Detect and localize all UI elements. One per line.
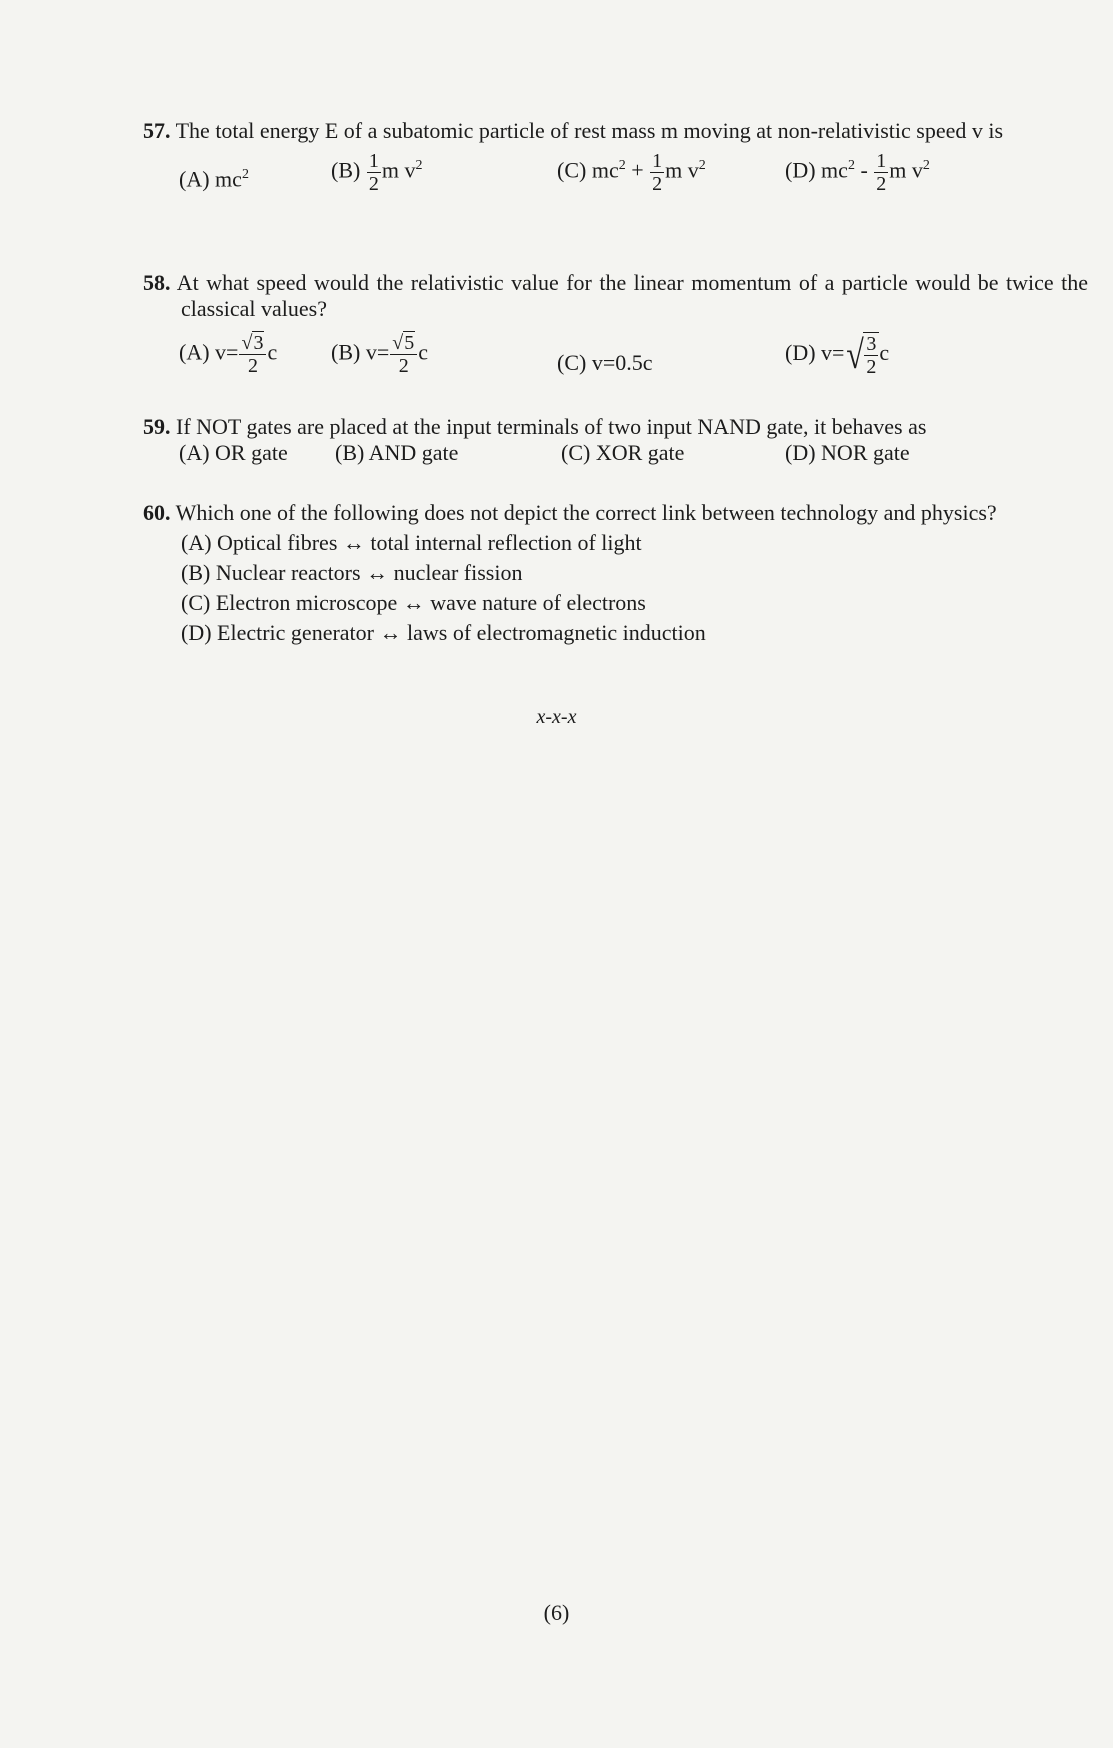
square-root: √ $\frac{3}{2}$	[844, 332, 879, 378]
question-57-stem	[143, 118, 1088, 144]
option-b: (B) Nuclear reactors ↔ nuclear fission	[181, 560, 523, 585]
option-c: (C) XOR gate	[561, 440, 685, 465]
option-d: (D) NOR gate	[785, 440, 910, 465]
question-58-options	[143, 322, 1088, 392]
fraction: $\frac{1}{2}$	[652, 150, 663, 195]
option-c: (C) $mc^2$ + $\frac{1}{2}$ m $v^2$	[557, 150, 706, 195]
question-number: 60.	[143, 500, 171, 525]
question-text: If NOT gates are placed at the input terminals of two input NAND gate, it behaves as	[176, 414, 927, 439]
question-number: 59.	[143, 414, 171, 439]
option-b: (B) AND gate	[335, 440, 459, 465]
question-57	[143, 118, 1088, 204]
option-a: (A) Optical fibres ↔ total internal reflection of light	[181, 530, 642, 555]
option-c: (C) v=0.5c	[557, 350, 653, 375]
option-b: (B) $\frac{1}{2}$ m $v^2$	[331, 150, 423, 195]
fraction: $\frac{√3}{2}$	[239, 332, 266, 377]
question-60	[143, 500, 1088, 646]
question-58	[143, 270, 1088, 392]
option-a: (A) OR gate	[179, 440, 288, 465]
question-text: Which one of the following does not depict the correct link between technology and physics?	[175, 500, 997, 525]
option-a: (A) $mc^2$	[179, 166, 249, 192]
question-59	[143, 414, 1088, 470]
question-59-options	[143, 440, 1088, 470]
fraction: $\frac{3}{2}$	[866, 333, 877, 378]
question-57-options	[143, 144, 1088, 204]
option-b: (B) v= $\frac{√5}{2}$ c	[331, 332, 428, 377]
page-number: (6)	[543, 1600, 570, 1625]
option-d: (D) $mc^2$ - $\frac{1}{2}$ m $v^2$	[785, 150, 930, 195]
question-58-stem	[143, 270, 1088, 322]
question-text: At what speed would the relativistic value for the linear momentum of a particle would be twice the classical values?	[176, 270, 1088, 321]
question-text: The total energy E of a subatomic particle of rest mass m moving at non-relativistic speed v is	[175, 118, 1004, 143]
question-59-stem	[143, 414, 1088, 440]
question-number: 57.	[143, 118, 171, 143]
option-c: (C) Electron microscope ↔ wave nature of electrons	[181, 590, 646, 615]
fraction: $\frac{√5}{2}$	[390, 332, 417, 377]
option-d: (D) v=√ $\frac{3}{2}$ c	[785, 332, 890, 378]
option-a: (A) v= $\frac{√3}{2}$ c	[179, 332, 278, 377]
question-60-stem	[143, 500, 1088, 526]
fraction: $\frac{1}{2}$	[368, 150, 379, 195]
question-number: 58.	[143, 270, 171, 295]
option-d: (D) Electric generator ↔ laws of electromagnetic induction	[181, 620, 706, 645]
fraction: $\frac{1}{2}$	[876, 150, 887, 195]
end-separator: x-x-x	[536, 706, 577, 728]
